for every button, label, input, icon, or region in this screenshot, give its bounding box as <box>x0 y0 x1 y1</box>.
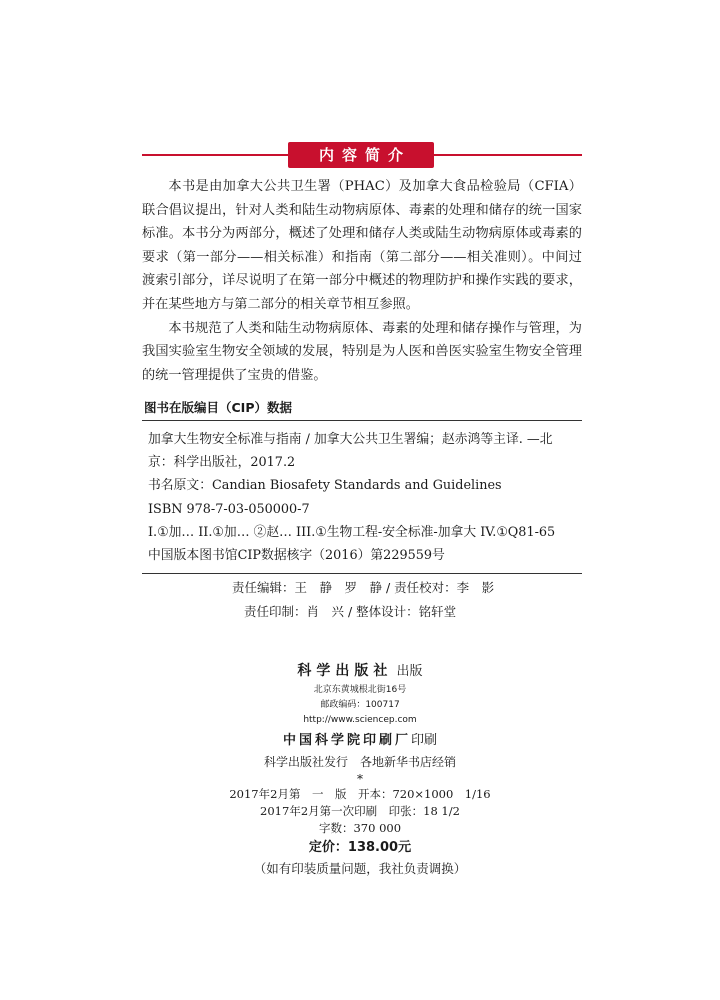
summary-banner <box>142 142 582 168</box>
publisher-postcode: 邮政编码：100717 <box>320 700 400 710</box>
printing-line: 2017年2月第一次印刷 印张：18 1/2 <box>260 804 460 818</box>
publisher-suffix: 出版 <box>392 664 423 679</box>
cip-line-5: I.①加… II.①加… ②赵… III.①生物工程-安全标准-加拿大 IV.①Q81-65 <box>148 524 556 540</box>
summary-paragraph-1: 本书是由加拿大公共卫生署（PHAC）及加拿大食品检验局（CFIA）联合倡议提出，针对人类和陆生动物病原体、毒素的处理和储存的统一国家标准。本书分为两部分，概述了处理和储存人类或陆生动物病原体或毒素的要求（第一部分——相关标准）和指南（第二部分——相关准则）。中间过渡索引部分，详尽说明了在第一部分中概述的物理防护和操作实践的要求，并在某些地方与第二部分的相关章节相互参照。 <box>142 179 582 312</box>
publisher-url: http://www.sciencep.com <box>303 715 417 725</box>
cip-line-3: 书名原文：Candian Biosafety Standards and Guidelines <box>148 478 502 494</box>
edition-line: 2017年2月第 一 版 开本：720×1000 1/16 <box>229 787 491 801</box>
summary-heading: 内容简介 <box>288 142 434 168</box>
cip-bottom-rule <box>142 573 582 574</box>
editors-line-2: 责任印制：肖 兴 / 整体设计：铭轩堂 <box>244 604 457 619</box>
word-count-line: 字数：370 000 <box>318 821 402 835</box>
quality-note: （如有印装质量问题，我社负责调换） <box>253 861 467 876</box>
editors-line-1: 责任编辑：王 静 罗 静 / 责任校对：李 影 <box>232 580 495 595</box>
cip-line-2: 京：科学出版社，2017.2 <box>148 455 296 471</box>
cip-title: 图书在版编目（CIP）数据 <box>144 400 292 415</box>
summary-text <box>142 175 582 387</box>
publisher-address: 北京东黄城根北街16号 <box>313 685 407 695</box>
publisher-block <box>0 660 720 879</box>
cip-line-4: ISBN 978-7-03-050000-7 <box>148 501 310 517</box>
publisher-line <box>0 660 720 683</box>
cip-data-block <box>148 428 578 567</box>
distribution-line: 科学出版社发行 各地新华书店经销 <box>263 755 456 769</box>
separator-star: * <box>357 772 363 786</box>
printer-line <box>0 730 720 752</box>
cip-top-rule <box>142 420 582 421</box>
printer-name: 中国科学院印刷厂 <box>282 733 411 748</box>
price-line: 定价：138.00元 <box>308 840 412 855</box>
summary-paragraph-2: 本书规范了人类和陆生动物病原体、毒素的处理和储存操作与管理，为我国实验室生物安全领域的发展，特别是为人医和兽医实验室生物安全管理的统一管理提供了宝贵的借鉴。 <box>142 320 582 383</box>
printer-suffix: 印刷 <box>411 733 438 748</box>
cip-line-1: 加拿大生物安全标准与指南 / 加拿大公共卫生署编；赵赤鸿等主译. —北 <box>148 432 553 447</box>
publisher-name: 科学出版社 <box>297 663 393 679</box>
cip-line-6: 中国版本图书馆CIP数据核字（2016）第229559号 <box>148 548 445 564</box>
